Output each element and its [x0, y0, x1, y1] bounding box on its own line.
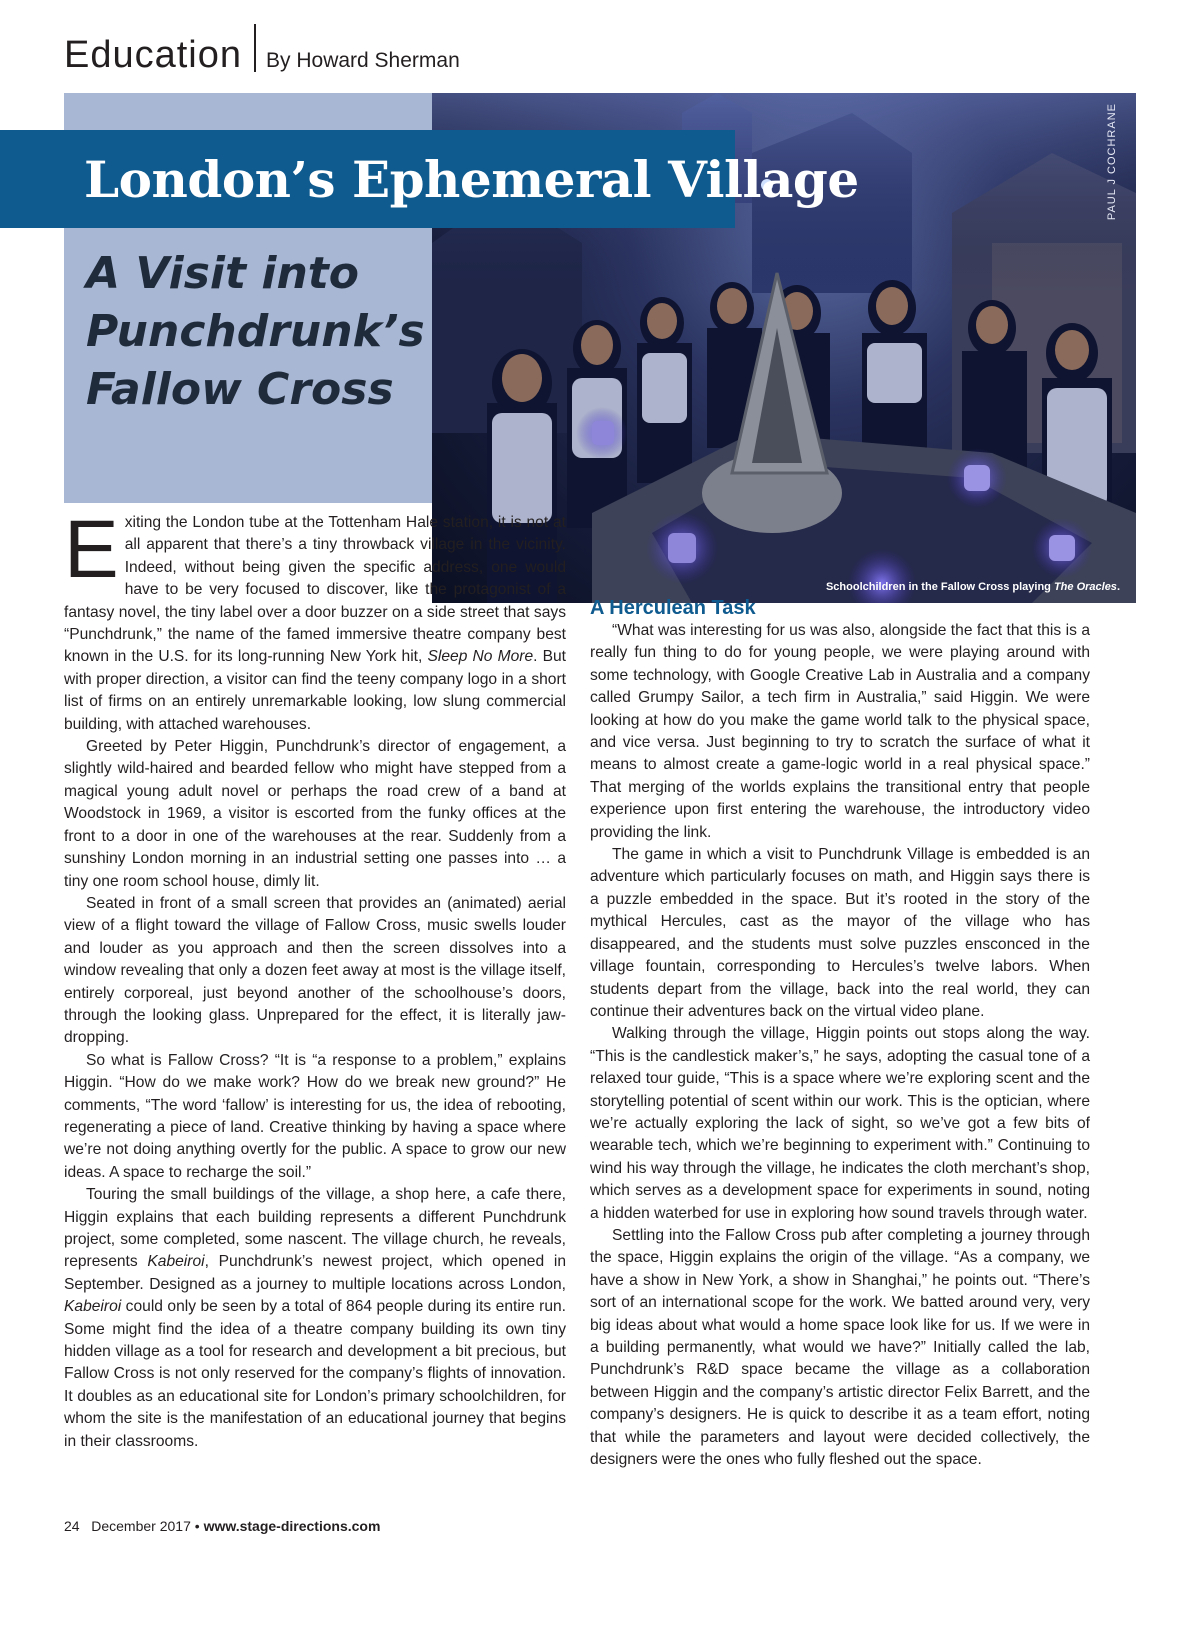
paragraph-r2: The game in which a visit to Punchdrunk Village is embedded is an adventure which particularly focuses on math, and Higgin says there is a puzzle embedded in the space. But it’s rooted in the story of the mythical Hercules, cast as the mayor of the village who has disappeared, and the students must solve puzzles ensconced in the village fountain, corresponding to Hercules’s twelve labors. When students depart from the village, back into the real world, they can continue their adventures back on the virtual video plane. — [590, 846, 1090, 1020]
photo-caption: Schoolchildren in the Fallow Cross playing The Oracles. — [825, 581, 1120, 593]
byline: By Howard Sherman — [266, 49, 460, 72]
paragraph-1: Exiting the London tube at the Tottenham Hale station, it is not at all apparent that there’s a tiny throwback village in the vicinity. Indeed, without being given the specific address, one would have to be very focused to discover, like the protagonist of a fantasy novel, the tiny label over a door buzzer on a side street that says “Punchdrunk,” the name of the famed immersive theatre company best known in the U.S. for its long-running New York hit, Sleep No More. But with proper direction, a visitor can find the teeny company logo in a short list of firms on an entirely unremarkable looking, low slung commercial building, with attached warehouses. — [64, 504, 567, 733]
subhead: A Herculean Task — [590, 597, 756, 619]
paragraph-4: So what is Fallow Cross? “It is “a response to a problem,” explains Higgin. “How do we make work? How do we break new ground?” He comments, “The word ‘fallow’ is interesting for us, the idea of rebooting, regenerating a piece of land. Creative thinking by having a space where we’re not doing anything overtly for the public. A space to grow our new ideas. A space to recharge the soil.” — [64, 1051, 566, 1181]
paragraph-r3: Walking through the village, Higgin points out stops along the way. “This is the candlestick maker’s,” he says, adopting the casual tone of a relaxed tour guide, “This is a space where we’re exploring scent and the storytelling potential of scent within our work. This is the optician, where we’re actually exploring the lack of sight, so we’ve got a few bits of wearable tech, which we’re beginning to experiment with.” Continuing to wind his way through the village, he indicates the cloth merchant’s shop, which serves as a development space for experiments in sound, noting a hidden waterbed for use in exploring how sound travels through water. — [590, 1025, 1090, 1222]
article-title: London’s Ephemeral Village — [84, 149, 859, 209]
article-subtitle: A Visit into Punchdrunk’s Fallow Cross — [86, 248, 425, 415]
paragraph-5: Touring the small buildings of the village, a shop here, a cafe there, Higgin explains that each building represents a different Punchdrunk project, some completed, some nascent. The village church, he reveals, represents Kabeiroi, Punchdrunk’s newest project, which opened in September. Designed as a journey to multiple locations across London, Kabeiroi could only be seen by a total of 864 people during its entire run. Some might find the idea of a theatre company building its own tiny hidden village as a tool for research and development a bit precious, but Fallow Cross is not only reserved for the company’s flights of innovation. It doubles as an educational site for London’s primary schoolchildren, for whom the site is the manifestation of an educational journey that begins in their classrooms. — [64, 1186, 566, 1450]
dropcap: E — [64, 504, 119, 595]
title-band — [0, 130, 859, 228]
section-name: Education — [64, 34, 243, 76]
page-footer — [64, 1518, 380, 1534]
photo-credit: PAUL J COCHRANE — [1106, 103, 1118, 221]
footer-separator: • — [194, 1518, 200, 1534]
paragraph-r1: “What was interesting for us was also, alongside the fact that this is a really fun thing to do for young people, we were playing around with some technology, with Google Creative Lab in Australia and a company called Grumpy Sailor, a tech firm in Australia,” said Higgin. We were looking at how do you make the game world talk to the physical space, and vice versa. Just beginning to try to scratch the surface of what it means to almost create a game-logic world in a real physical space.” That merging of the worlds explains the transitional entry that people experience upon first entering the warehouse, the introductory video providing the link. — [590, 622, 1090, 841]
section-header — [64, 22, 460, 74]
site-link[interactable]: www.stage-directions.com — [203, 1518, 381, 1534]
header-divider — [254, 24, 256, 72]
paragraph-r4: Settling into the Fallow Cross pub after completing a journey through the space, Higgin explains the origin of the village. “As a company, we have a show in New York, a show in Shanghai,” he points out. “There’s sort of an international scope for the work. We batted around very, very big ideas about what would a home space look like for us. If we were in a building permanently, what would we have?” Initially called the lab, Punchdrunk’s R&D space became the village as a collaboration between Higgin and the company’s artistic director Felix Barrett, and the company’s designers. He is quick to describe it as a team effort, noting that while the parameters and layout were decided collectively, the designers were the ones who fully fleshed out the space. — [590, 1226, 1090, 1469]
page-number: 24 — [64, 1518, 80, 1534]
article-column-left — [64, 504, 567, 1453]
paragraph-3: Seated in front of a small screen that provides an (animated) aerial view of a flight toward the village of Fallow Cross, music swells louder and louder as you approach and then the screen dissolves into a window revealing that only a dozen feet away at most is the village itself, entirely corporeal, just beyond another of the schoolhouse’s doors, through the looking glass. Unprepared for the effect, it is literally jaw-dropping. — [64, 894, 566, 1047]
issue-date: December 2017 — [91, 1518, 191, 1534]
article-column-right — [590, 620, 1090, 1471]
paragraph-2: Greeted by Peter Higgin, Punchdrunk’s director of engagement, a slightly wild-haired and bearded fellow who might have stepped from a magical young adult novel or perhaps the road crew of a band at Woodstock in 1969, a visitor is escorted from the funky offices at the front to a door in one of the warehouses at the rear. Suddenly from a sunshiny London morning in an industrial setting one passes into … a tiny one room school house, dimly lit. — [64, 738, 566, 890]
